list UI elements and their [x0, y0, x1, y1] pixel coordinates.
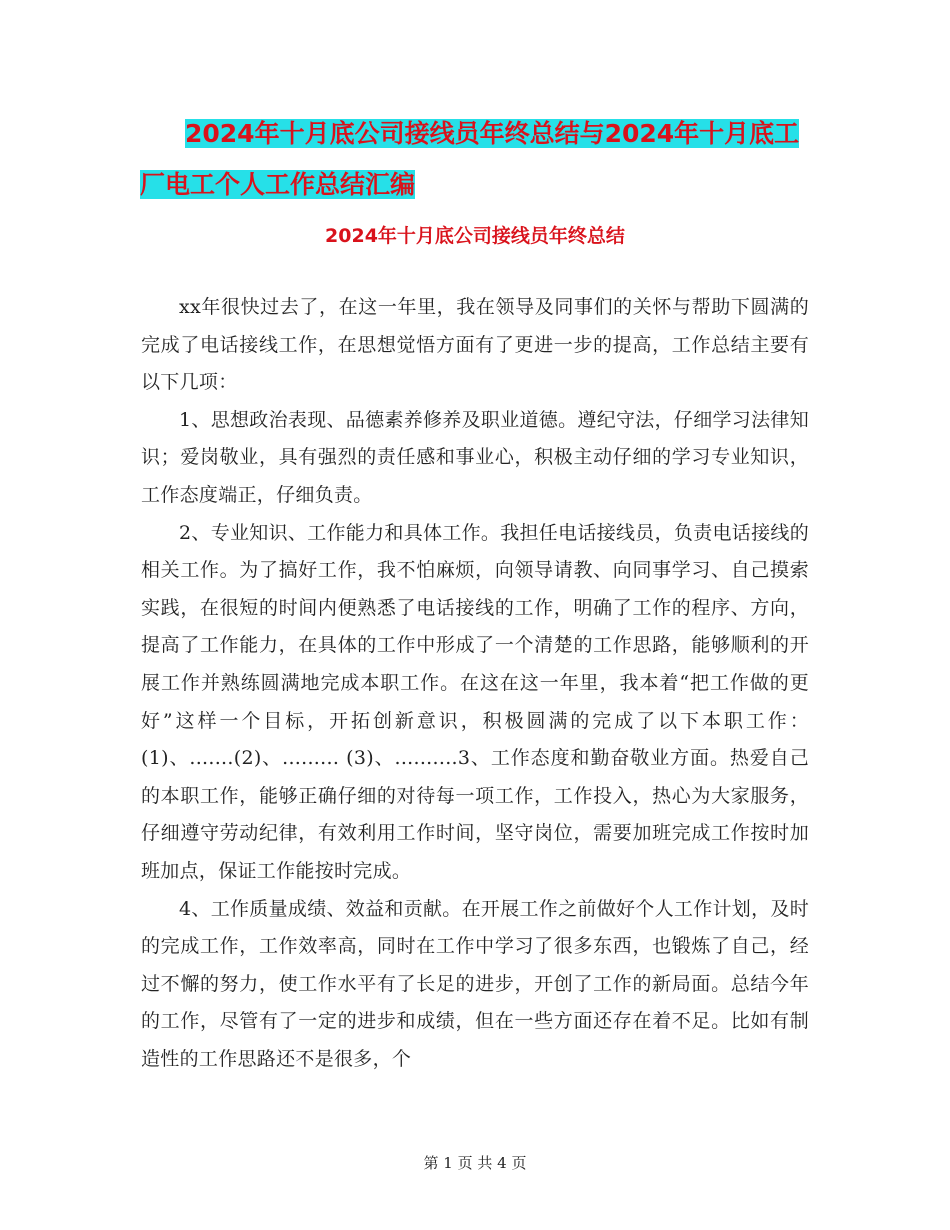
paragraph-item-1: 1、思想政治表现、品德素养修养及职业道德。遵纪守法，仔细学习法律知识；爱岗敬业，具有强烈的责任感和事业心，积极主动仔细的学习专业知识，工作态度端正，仔细负责。 [141, 408, 809, 506]
page-number-footer: 第 1 页 共 4 页 [423, 1154, 527, 1172]
document-title-line-1 [140, 108, 820, 159]
section-title: 2024年十月底公司接线员年终总结 [325, 225, 625, 247]
paragraph-item-2: 2、专业知识、工作能力和具体工作。我担任电话接线员，负责电话接线的相关工作。为了搞好工作，我不怕麻烦，向领导请教、向同事学习、自己摸索实践，在很短的时间内便熟悉了电话接线的工作，明确了工作的程序、方向，提高了工作能力，在具体的工作中形成了一个清楚的工作思路，能够顺利的开展工作并熟练圆满地完成本职工作。在这在这一年里，我本着“把工作做的更好”这样一个目标，开拓创新意识，积极圆满的完成了以下本职工作：(1)、.......(2)、......... (3)、..........3、工作态度和勤奋敬业方面。热爱自己的本职工作，能够正确仔细的对待每一项工作，工作投入，热心为大家服务，仔细遵守劳动纪律，有效利用工作时间，坚守岗位，需要加班完成工作按时加班加点，保证工作能按时完成。 [141, 521, 809, 882]
paragraph-item-4: 4、工作质量成绩、效益和贡献。在开展工作之前做好个人工作计划，及时的完成工作，工作效率高，同时在工作中学习了很多东西，也锻炼了自己，经过不懈的努力，使工作水平有了长足的进步，开创了工作的新局面。总结今年的工作，尽管有了一定的进步和成绩，但在一些方面还存在着不足。比如有制造性的工作思路还不是很多，个 [141, 897, 809, 1070]
document-title [140, 108, 820, 210]
document-title-line-2 [140, 159, 820, 210]
title-highlight: 厂电工个人工作总结汇编 [140, 170, 416, 199]
paragraph-intro: xx年很快过去了，在这一年里，我在领导及同事们的关怀与帮助下圆满的完成了电话接线工作，在思想觉悟方面有了更进一步的提高，工作总结主要有以下几项： [141, 296, 809, 394]
document-body [141, 289, 809, 1078]
title-highlight: 2024年十月底公司接线员年终总结与2024年十月底工 [185, 119, 800, 148]
